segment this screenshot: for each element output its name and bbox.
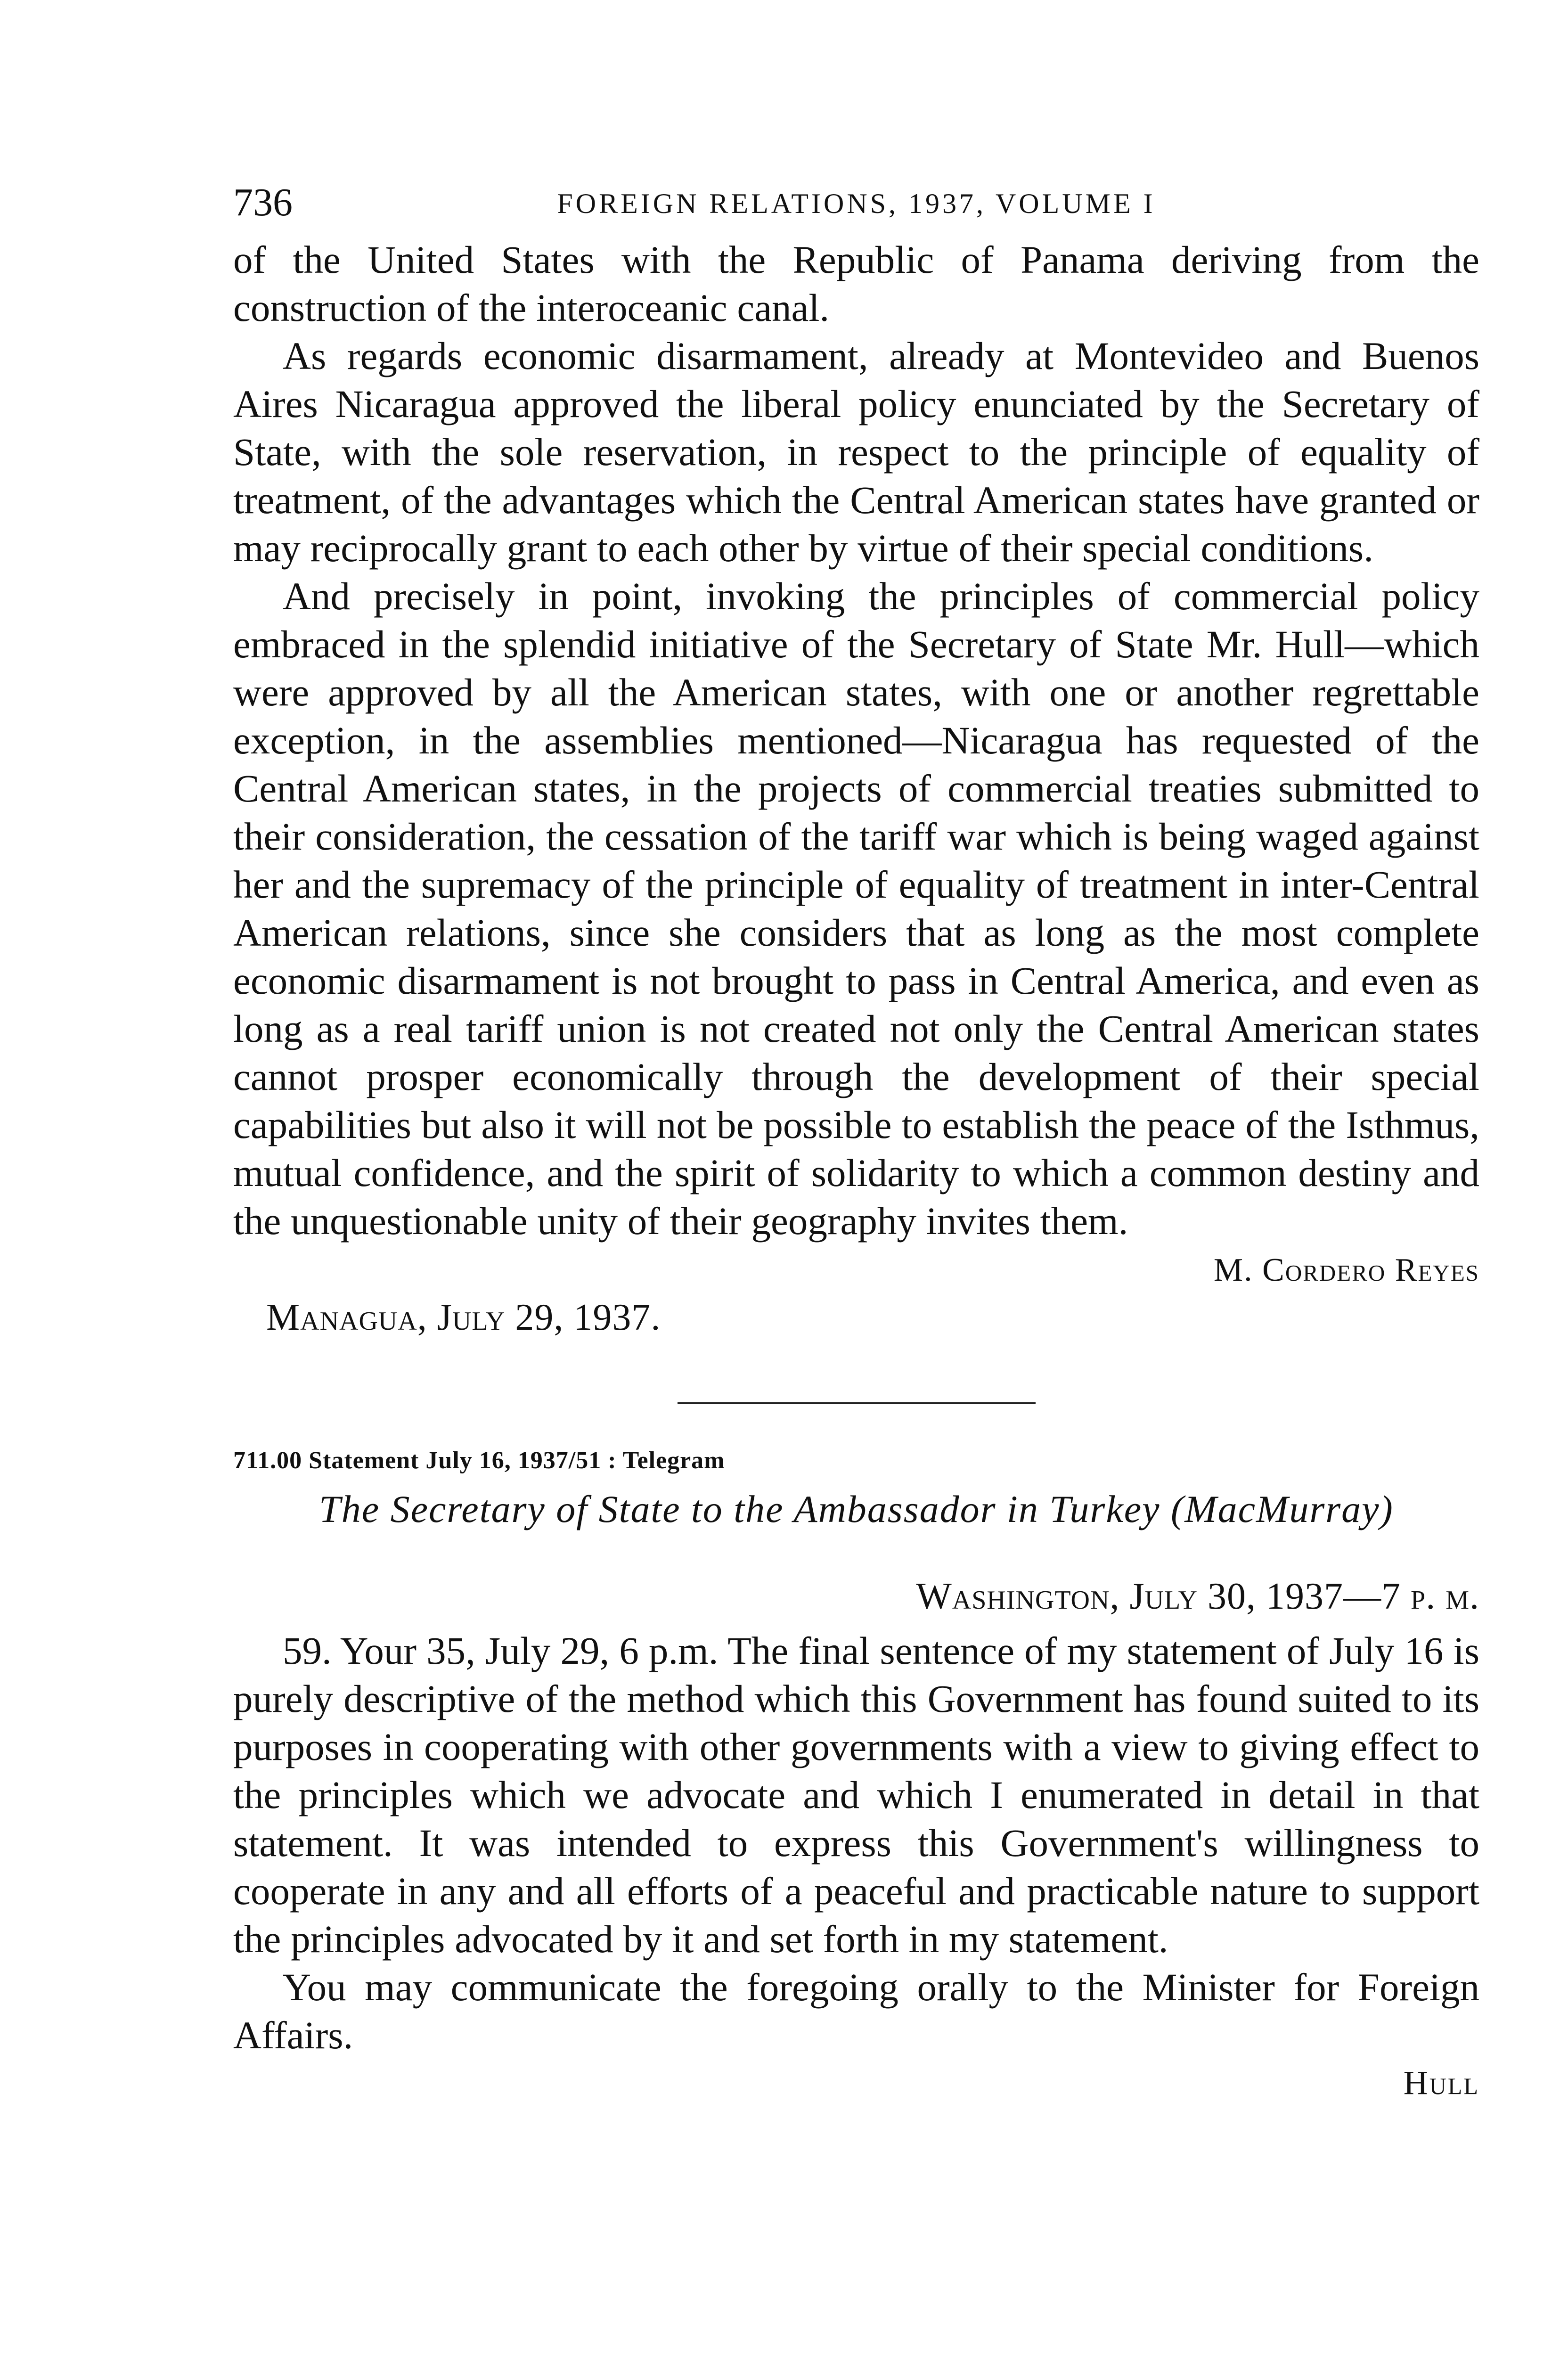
file-reference: 711.00 Statement July 16, 1937/51 : Telegram bbox=[233, 1447, 725, 1474]
first-document-body bbox=[233, 236, 1479, 1245]
paragraph-commercial-policy: And precisely in point, invoking the principles of commercial policy embraced in the splendid initiative of the Secretary of State Mr. Hull—which were approved by all the American states, with one or another regrettable exception, in the assemblies mentioned—Nicaragua has requested of the Central American states, in the projects of commercial treaties submitted to their consideration, the cessation of the tariff war which is being waged against her and the supremacy of the principle of equality of treatment in inter-Central American relations, since she considers that as long as the most complete economic disarmament is not brought to pass in Central America, and even as long as a real tariff union is not created not only the Central American states cannot prosper economically through the development of their special capabilities but also it will not be possible to establish the peace of the Isthmus, mutual confidence, and the spirit of solidarity to which a common destiny and the unquestionable unity of their geography invites them. bbox=[233, 574, 1479, 1243]
page-number: 736 bbox=[233, 180, 293, 224]
document-title: The Secretary of State to the Ambassador in Turkey (MacMurray) bbox=[319, 1488, 1394, 1530]
signature-cordero-reyes: M. Cordero Reyes bbox=[1213, 1252, 1479, 1288]
document-page bbox=[233, 179, 1479, 2106]
paragraph-telegram: 59. Your 35, July 29, 6 p.m. The final sentence of my statement of July 16 is purely descriptive of the method which this Government has found suited to its purposes in cooperating with other governments with a view to giving effect to the principles which we advocate and which I enumerated in detail in that statement. It was intended to express this Government's willingness to cooperate in any and all efforts of a peaceful and practicable nature to support the principles advocated by it and set forth in my statement. bbox=[233, 1629, 1479, 1961]
paragraph-economic-disarmament: As regards economic disarmament, already at Montevideo and Buenos Aires Nicaragua approved the liberal policy enunciated by the Secretary of State, with the sole reservation, in respect to the principle of equality of treatment, of the advantages which the Central American states have granted or may reciprocally grant to each other by virtue of their special conditions. bbox=[233, 334, 1479, 570]
paragraph-instruction: You may communicate the foregoing orally to the Minister for Foreign Affairs. bbox=[233, 1965, 1479, 2057]
section-divider bbox=[678, 1402, 1036, 1404]
second-document-body bbox=[233, 1627, 1479, 2059]
running-title: FOREIGN RELATIONS, 1937, VOLUME I bbox=[557, 188, 1156, 219]
running-header bbox=[233, 179, 1479, 236]
signature-hull: Hull bbox=[1403, 2064, 1479, 2102]
dateline-managua: Managua, July 29, 1937. bbox=[266, 1297, 661, 1338]
dateline-washington: Washington, July 30, 1937—7 p. m. bbox=[916, 1576, 1479, 1617]
paragraph-continuation: of the United States with the Republic of Panama deriving from the construction of the interoceanic canal. bbox=[233, 238, 1479, 329]
